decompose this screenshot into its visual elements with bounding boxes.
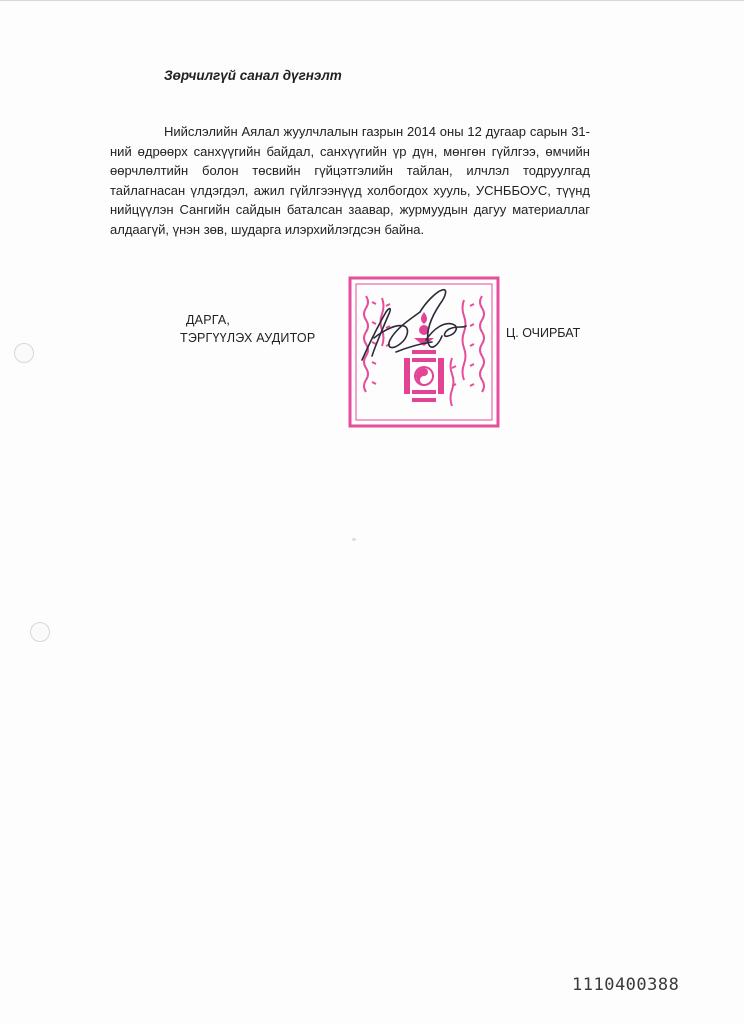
- document-heading: Зөрчилгүй санал дүгнэлт: [164, 68, 342, 83]
- signer-title-line2: ТЭРГҮҮЛЭХ АУДИТОР: [180, 331, 316, 345]
- paragraph-text: Нийслэлийн Аялал жуулчлалын газрын 2014 оны 12 дугаар сарын 31-ний өдрөөрх санхүүгийн байдал, санхүүгийн үр дүн, мөнгөн гүйлгээ, өмчийн өөрчлөлтийн болон төсвийн гүйцэтгэлийн тайлан, илчлэл тодруулгад тайлагнасан үлдэгдэл, ажил гүйлгээнүүд холбогдох хууль, УСНББОУС, түүнд нийцүүлэн Сангийн сайдын баталсан заавар, журмуудын дагуу материаллаг алдаагүй, үнэн зөв, шударга илэрхийлэгдсэн байна.: [110, 124, 590, 237]
- punch-hole: [30, 622, 50, 642]
- paper-speck: [352, 538, 356, 541]
- page-edge: [0, 0, 744, 7]
- signer-title-line1: ДАРГА,: [186, 313, 231, 327]
- handwritten-signature-icon: [356, 282, 468, 374]
- document-paragraph: [110, 122, 590, 239]
- signer-name: Ц. ОЧИРБАТ: [506, 326, 581, 340]
- document-number: 1110400388: [572, 975, 680, 995]
- punch-hole: [14, 343, 34, 363]
